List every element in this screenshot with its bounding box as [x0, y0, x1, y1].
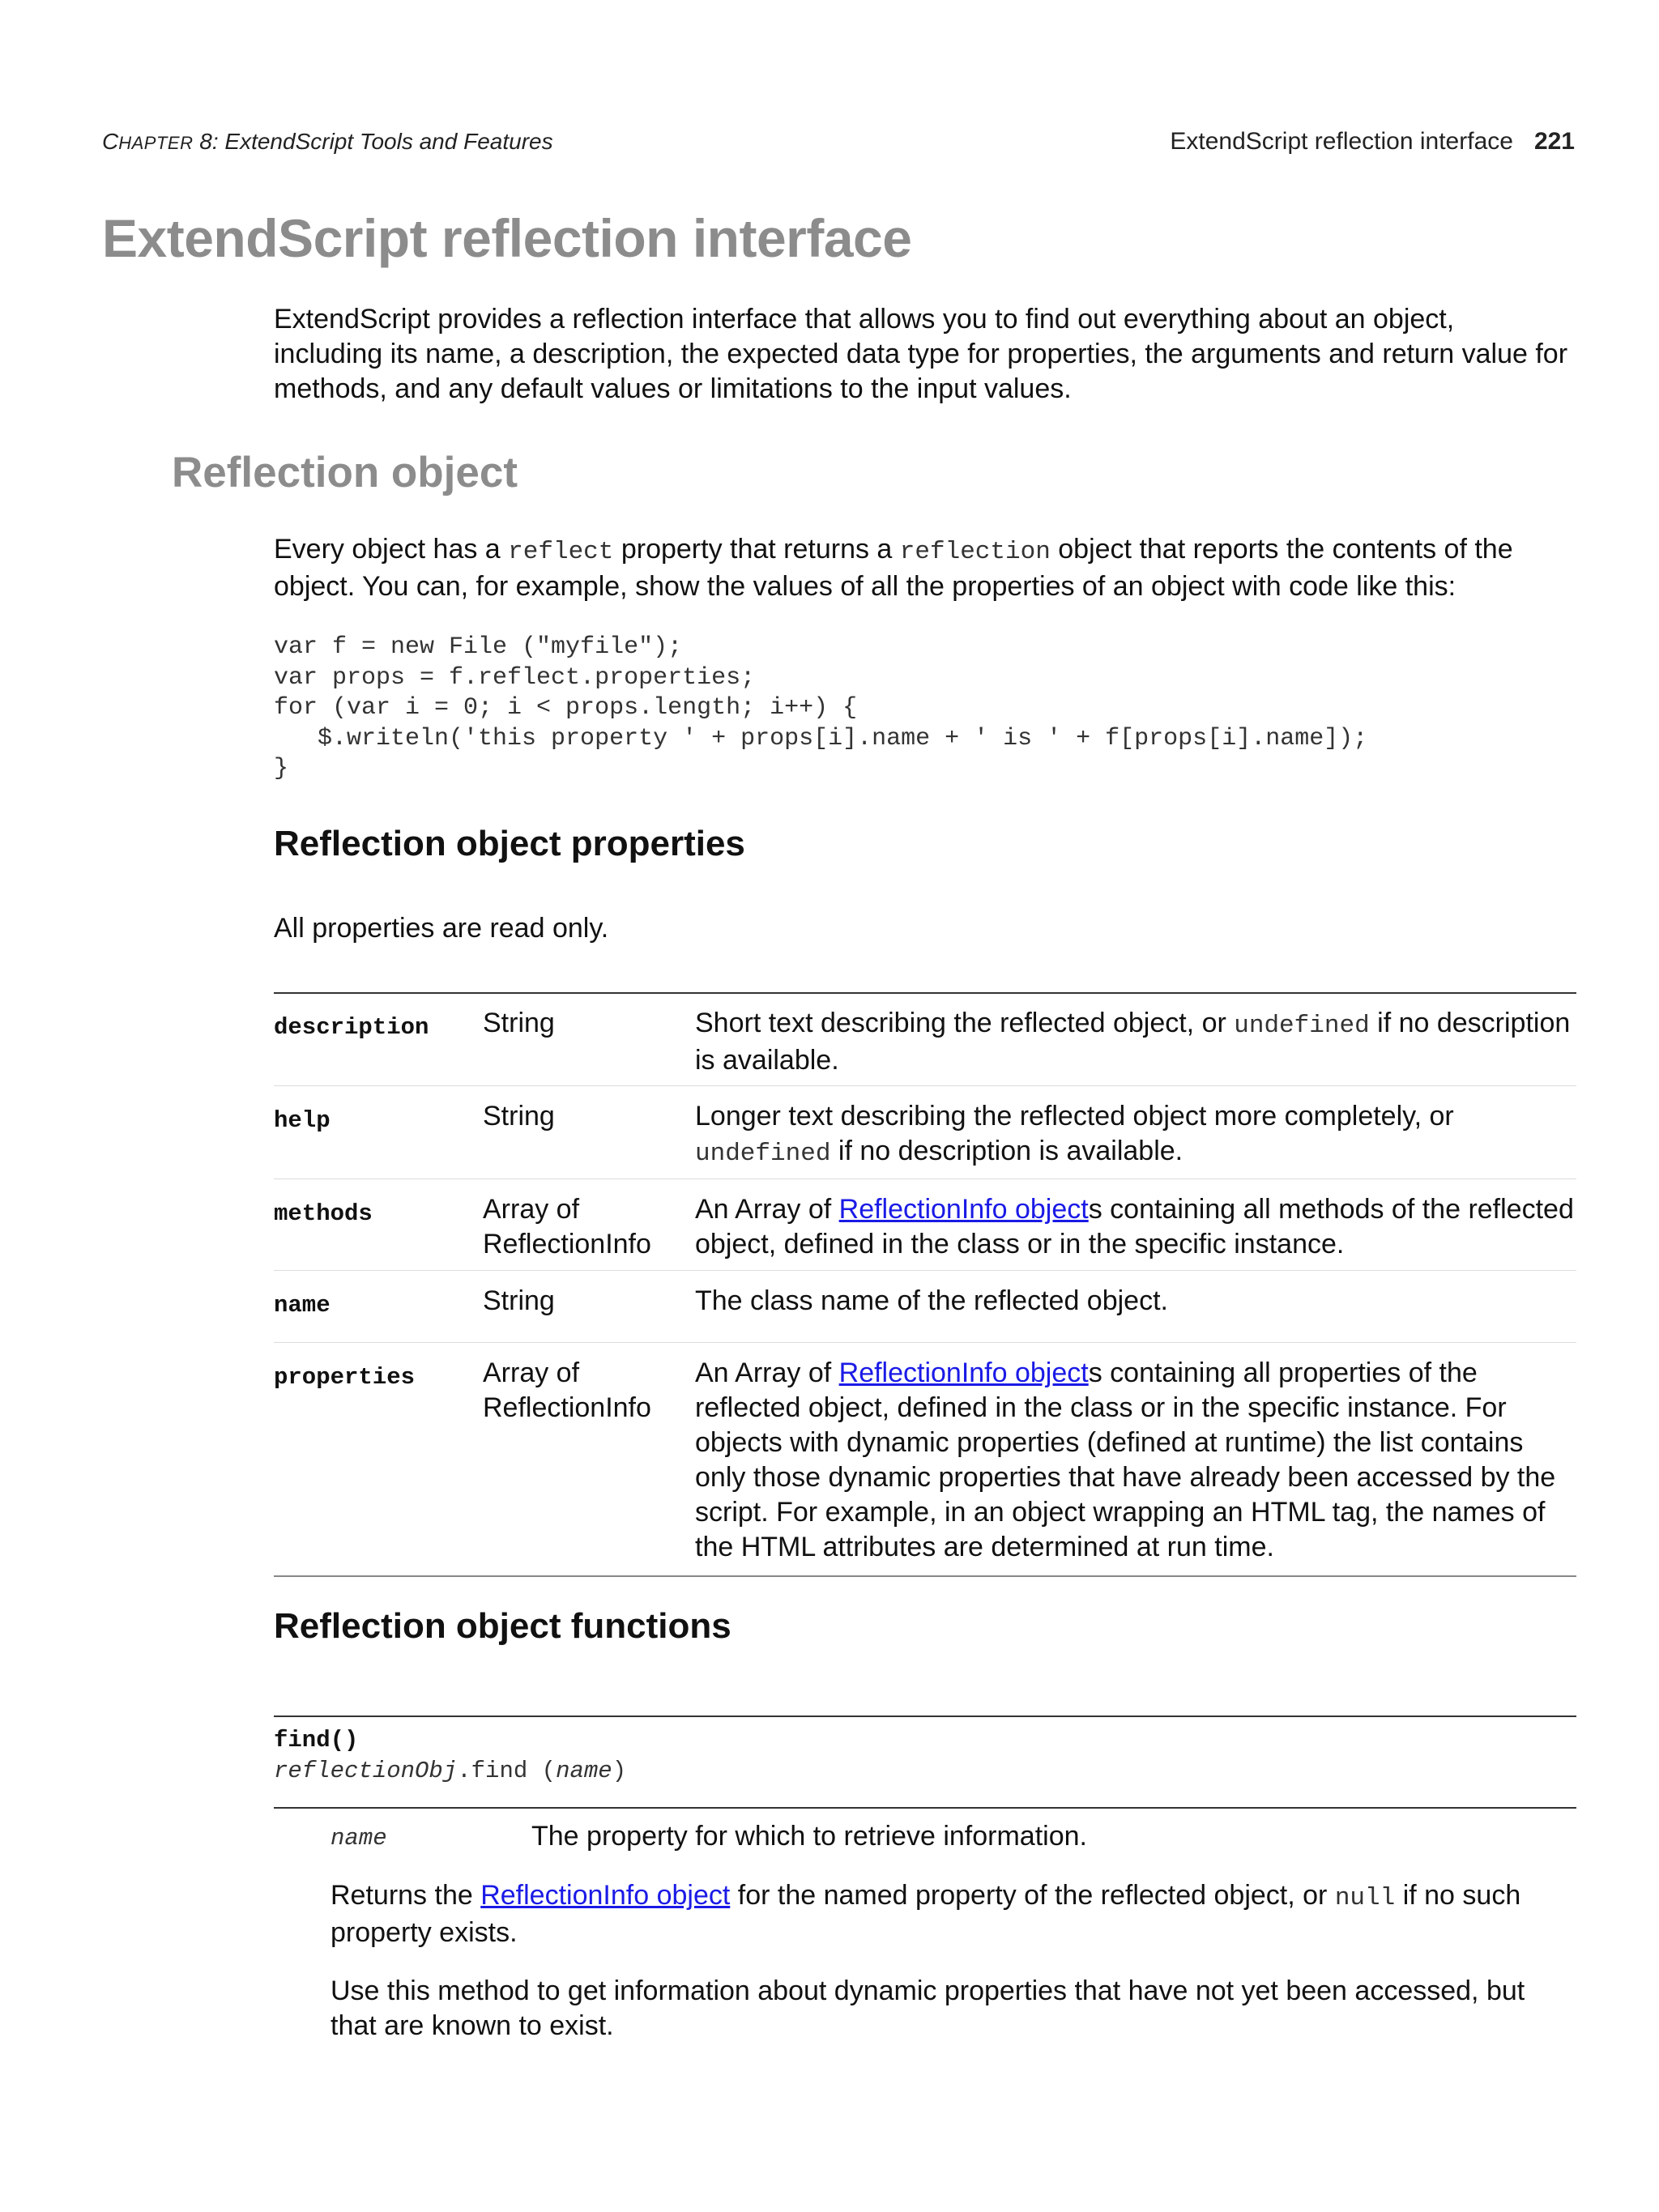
property-description: An Array of ReflectionInfo objects containing all methods of the reflected object, defined in the class or in the specific instance. [695, 1194, 1574, 1259]
section-heading-reflection-object: Reflection object [172, 449, 518, 497]
row-divider [274, 1085, 1576, 1086]
property-type: String [483, 1101, 555, 1132]
returns-paragraph: Returns the ReflectionInfo object for the named property of the reflected object, or null if no such property exists. [331, 1880, 1521, 1948]
property-name: properties [274, 1364, 416, 1391]
property-description: Longer text describing the reflected object more completely, or undefined if no description is available. [695, 1101, 1454, 1168]
function-signature: reflectionObj.find (name) [274, 1758, 627, 1784]
property-name: methods [274, 1200, 373, 1227]
row-divider [274, 1270, 1576, 1271]
subheading-functions: Reflection object functions [274, 1606, 731, 1646]
property-type: String [483, 1008, 555, 1038]
usage-paragraph: Use this method to get information about dynamic properties that have not yet been accessed, but that are known to exist. [331, 1975, 1525, 2041]
running-header-chapter: CHAPTER 8: ExtendScript Tools and Features [102, 129, 553, 154]
property-type: Array of ReflectionInfo [483, 1357, 651, 1423]
row-divider [274, 1342, 1576, 1343]
row-divider [274, 1178, 1576, 1179]
property-name: description [274, 1014, 429, 1041]
table-bottom-rule [274, 1575, 1576, 1577]
property-name: name [274, 1292, 331, 1319]
property-description: The class name of the reflected object. [695, 1285, 1168, 1316]
properties-note: All properties are read only. [274, 913, 609, 944]
inline-code-reflect: reflect [508, 538, 614, 566]
reflection-object-paragraph: Every object has a reflect property that returns a reflection object that reports the contents of the object. You can, for example, show the values of all the properties of an object with code like this: [274, 534, 1513, 602]
inline-code-reflection: reflection [899, 538, 1051, 566]
intro-paragraph: ExtendScript provides a reflection interface that allows you to find out everything about an object, including its name, a description, the expected data type for properties, the arguments and return value for methods, and any default values or limitations to the input values. [274, 304, 1568, 404]
function-bottom-rule [274, 1807, 1576, 1809]
property-description: Short text describing the reflected object, or undefined if no description is available. [695, 1008, 1571, 1076]
property-name: help [274, 1107, 331, 1134]
reflectioninfo-object-link[interactable]: ReflectionInfo object [838, 1357, 1089, 1388]
reflectioninfo-object-link[interactable]: ReflectionInfo object [838, 1194, 1089, 1225]
subheading-properties: Reflection object properties [274, 824, 745, 863]
code-sample: var f = new File ("myfile"); var props = f.reflect.properties; for (var i = 0; i < props.length; i++) { $.writeln('this property ' + props[i].name + ' is ' + f[props[i].name]); } [274, 633, 1368, 782]
function-top-rule [274, 1715, 1576, 1717]
parameter-description: The property for which to retrieve information. [531, 1821, 1087, 1852]
table-top-rule [274, 992, 1576, 994]
reflectioninfo-object-link[interactable]: ReflectionInfo object [480, 1880, 731, 1911]
page-number: 221 [1533, 128, 1575, 155]
chapter-smallcaps: HAPTER [118, 133, 194, 153]
parameter-name: name [331, 1825, 387, 1852]
running-header-section: ExtendScript reflection interface 221 [1170, 128, 1575, 155]
function-name: find() [274, 1727, 359, 1754]
property-type: Array of ReflectionInfo [483, 1194, 651, 1259]
property-type: String [483, 1285, 555, 1316]
page-title: ExtendScript reflection interface [102, 208, 912, 268]
property-description: An Array of ReflectionInfo objects containing all properties of the reflected object, defined in the class or in the specific instance. For objects with dynamic properties (defined at runtime) the list contains only those dynamic properties that have already been accessed by the script. For example, in an object wrapping an HTML tag, the names of the HTML attributes are determined at run time. [695, 1357, 1556, 1562]
